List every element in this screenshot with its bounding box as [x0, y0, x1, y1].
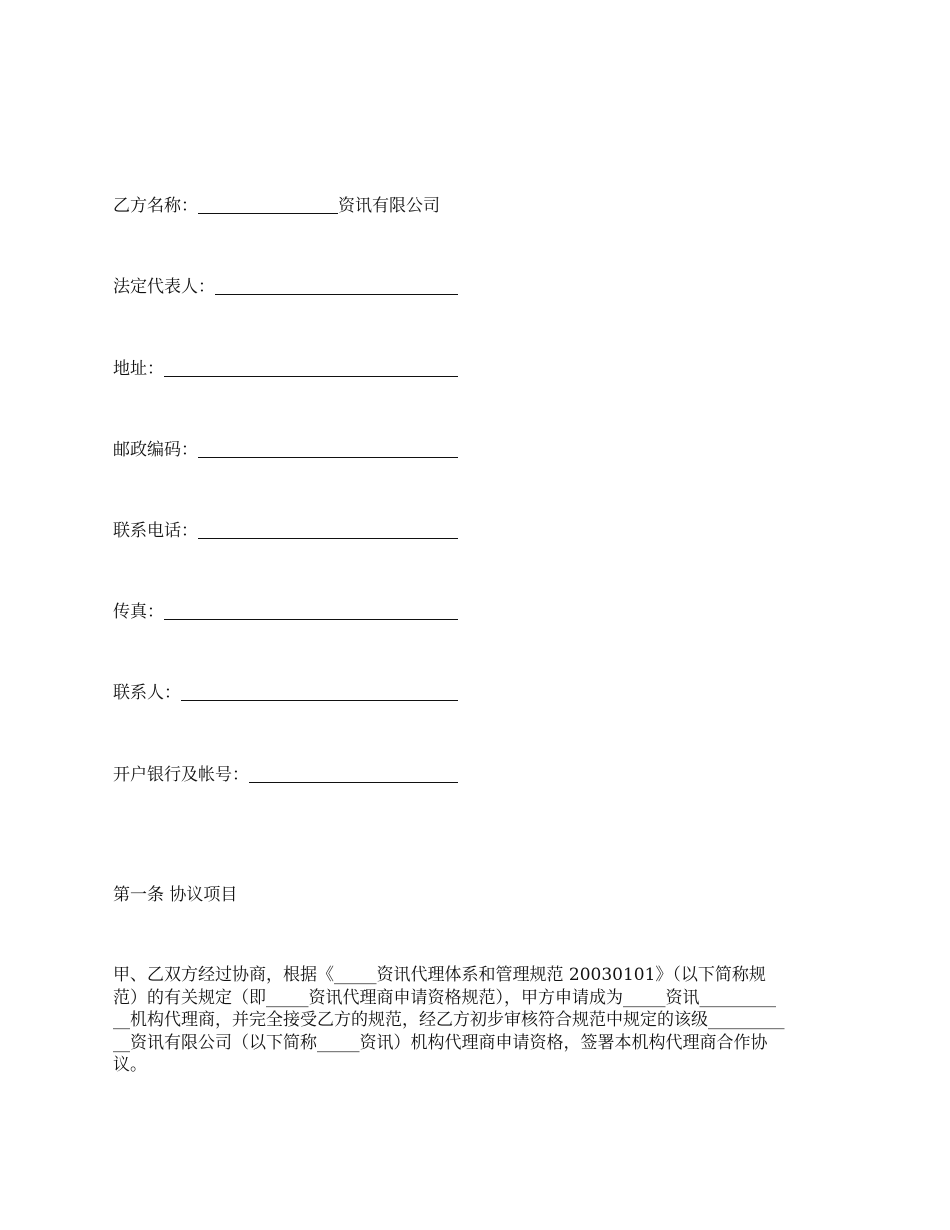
- legal-representative-blank[interactable]: [215, 276, 458, 295]
- phone-field: [113, 518, 458, 542]
- paragraph-line-1: 甲、乙双方经过协商，根据《_____资讯代理体系和管理规范 20030101》（以下简称规: [113, 965, 766, 985]
- legal-representative-field: [113, 274, 458, 298]
- agreement-paragraph: [113, 964, 840, 1077]
- phone-label: 联系电话：: [113, 521, 198, 541]
- postal-code-field: [113, 437, 458, 461]
- paragraph-line-5: 议。: [113, 1055, 147, 1075]
- section-title: 第一条 协议项目: [113, 885, 238, 905]
- bank-account-field: [113, 762, 458, 786]
- party-b-name-label: 乙方名称：: [113, 196, 198, 216]
- address-blank[interactable]: [164, 358, 458, 377]
- fax-blank[interactable]: [164, 601, 458, 620]
- legal-representative-label: 法定代表人：: [113, 277, 215, 297]
- bank-account-blank[interactable]: [249, 764, 458, 783]
- party-b-name-suffix: 资讯有限公司: [338, 196, 440, 216]
- postal-code-blank[interactable]: [198, 439, 458, 458]
- paragraph-line-2: 范）的有关规定（即_____资讯代理商申请资格规范），甲方申请成为_____资讯_________: [113, 987, 776, 1008]
- address-label: 地址：: [113, 359, 164, 379]
- address-field: [113, 356, 458, 380]
- paragraph-line-3: __机构代理商，并完全接受乙方的规范，经乙方初步审核符合规范中规定的该级_________: [113, 1010, 785, 1030]
- bank-account-label: 开户银行及帐号：: [113, 765, 249, 785]
- phone-blank[interactable]: [198, 520, 458, 539]
- paragraph-line-4: __资讯有限公司（以下简称_____资讯）机构代理商申请资格，签署本机构代理商合作协: [113, 1032, 768, 1053]
- fax-field: [113, 599, 458, 623]
- party-b-name-blank[interactable]: [198, 195, 338, 214]
- contact-person-label: 联系人：: [113, 683, 181, 703]
- postal-code-label: 邮政编码：: [113, 440, 198, 460]
- contact-person-field: [113, 680, 458, 704]
- fax-label: 传真：: [113, 602, 164, 622]
- party-b-name-field: [113, 193, 458, 217]
- contact-person-blank[interactable]: [181, 682, 458, 701]
